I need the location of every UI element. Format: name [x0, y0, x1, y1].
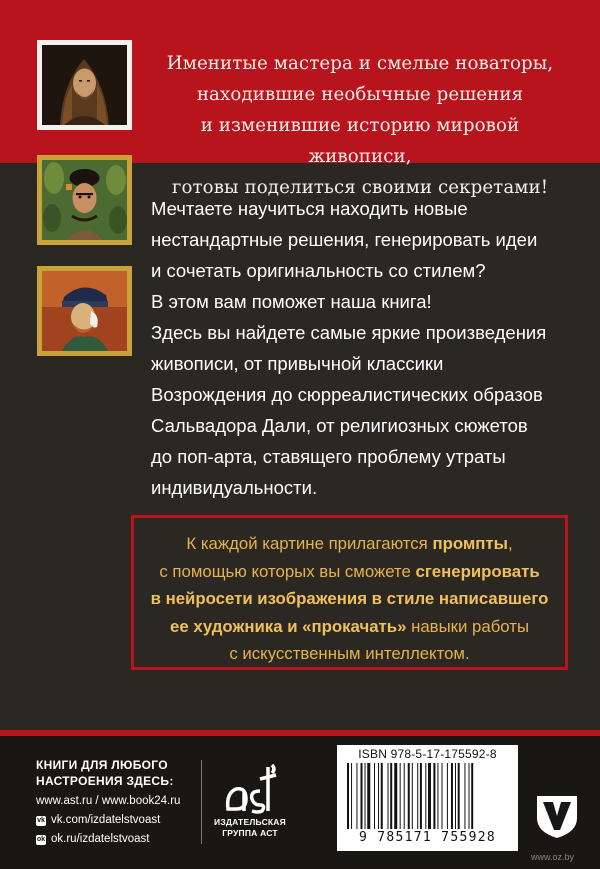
- vk-icon: vk: [37, 816, 45, 824]
- ok-link[interactable]: [36, 830, 180, 849]
- portrait-durer: [37, 40, 132, 130]
- vk-link[interactable]: [36, 811, 180, 830]
- ok-link-label: ok.ru/izdatelstvoast: [51, 833, 150, 845]
- publisher-caption-line-2: ГРУППА АСТ: [222, 828, 278, 838]
- callout-line1-start: К каждой картине прилагаются: [186, 534, 433, 553]
- imprint-title-line-1: КНИГИ ДЛЯ ЛЮБОГО: [36, 758, 168, 772]
- callout-line2-bold: сгенерировать: [415, 561, 540, 581]
- intro-line-2: находившие необычные решения: [196, 84, 524, 105]
- callout-line5: с искусственным интеллектом.: [229, 644, 470, 663]
- barcode-digits: 9 785171 755928: [359, 830, 496, 845]
- intro-text: [150, 48, 570, 203]
- websites-link[interactable]: www.ast.ru / www.book24.ru: [36, 795, 181, 807]
- body-line-2: нестандартные решения, генерировать идеи: [151, 229, 538, 250]
- callout-line3-bold: в нейросети изображения в стиле написавшего: [150, 589, 549, 608]
- body-line-3: и сочетать оригинальность со стилем?: [151, 260, 486, 281]
- intro-line-4: готовы поделиться своими секретами!: [171, 177, 549, 198]
- callout-text: [134, 530, 565, 668]
- body-line-5: Здесь вы найдете самые яркие произведения: [151, 322, 547, 343]
- portrait-van-gogh: [37, 266, 132, 356]
- callout-line2-start: с помощью которых вы сможете: [159, 561, 416, 581]
- callout-box: [131, 515, 568, 670]
- isbn-label: ISBN 978-5-17-175592-8: [358, 747, 497, 761]
- body-line-1: Мечтаете научиться находить новые: [151, 198, 468, 219]
- shield-v-icon: [533, 792, 581, 840]
- barcode-bars: [347, 763, 508, 829]
- vk-link-label: vk.com/izdatelstvoast: [51, 814, 161, 826]
- isbn-barcode: [337, 745, 518, 851]
- callout-line1-end: ,: [507, 534, 513, 553]
- imprint-block: [36, 757, 180, 849]
- description-text: [151, 193, 581, 503]
- callout-line4-bold: ее художника и «прокачать»: [169, 616, 407, 636]
- callout-line4-end: навыки работы: [406, 616, 530, 636]
- body-line-9: до поп-арта, ставящего проблему утраты: [151, 446, 506, 467]
- body-line-6: живописи, от привычной классики: [151, 353, 444, 374]
- ok-icon: ok: [36, 835, 46, 843]
- ast-logo-icon: [220, 761, 280, 815]
- intro-line-3: и изменившие историю мировой живописи,: [200, 115, 520, 167]
- publisher-logo: [213, 761, 287, 849]
- publisher-caption-line-1: ИЗДАТЕЛЬСКАЯ: [214, 817, 286, 827]
- footer-divider: [201, 760, 202, 844]
- portrait-frida: [37, 155, 132, 245]
- body-line-4: В этом вам поможет наша книга!: [151, 291, 432, 312]
- intro-line-1: Именитые мастера и смелые новаторы,: [166, 53, 554, 74]
- imprint-title-line-2: НАСТРОЕНИЯ ЗДЕСЬ:: [36, 774, 174, 788]
- watermark: www.oz.by: [531, 852, 575, 862]
- body-line-8: Сальвадора Дали, от религиозных сюжетов: [151, 415, 528, 436]
- body-line-7: Возрождения до сюрреалистических образов: [151, 384, 543, 405]
- body-line-10: индивидуальности.: [151, 477, 318, 498]
- callout-line1-bold: промпты: [432, 534, 508, 553]
